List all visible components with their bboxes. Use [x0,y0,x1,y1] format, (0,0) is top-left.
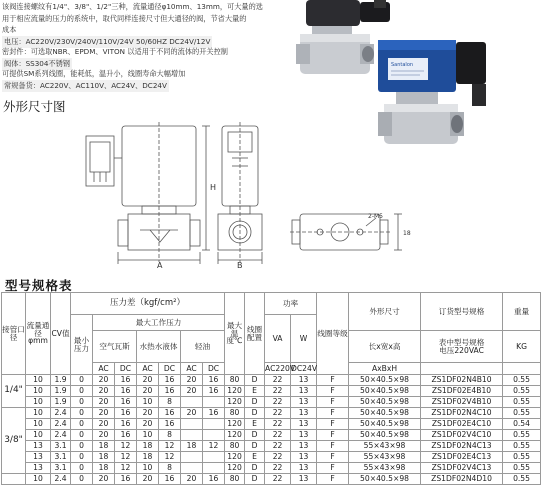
header-dc-v: DC24V [291,363,318,373]
cell-water-ac: 18 [137,441,159,452]
table-row [2,441,541,452]
cell-min-pressure: 0 [71,397,93,408]
cell-dims: 50×40.5×98 [349,397,421,408]
cell-oil-ac [181,463,203,474]
cell-flow: 13 [26,452,51,463]
cell-coil-grade: F [317,419,349,430]
dim-label-depth: 18 [403,230,411,237]
cell-air-ac: 20 [93,408,115,419]
cell-oil-dc: 16 [203,375,225,386]
intro-line: 阀体：SS304不锈钢 [4,59,70,68]
cell-order-model: ZS1DF02V4B10 [421,397,503,408]
cell-dims: 50×40.5×98 [349,419,421,430]
cell-order-model: ZS1DF02V4C10 [421,430,503,441]
cell-min-pressure: 0 [71,452,93,463]
cell-cv: 2.4 [51,430,71,441]
cell-order-model: ZS1DF02N4B10 [421,375,503,386]
table-row [2,397,541,408]
cell-max-temp: 120 [225,386,245,397]
table-row [2,386,541,397]
cell-water-dc: 8 [159,430,181,441]
cell-air-ac: 20 [93,430,115,441]
cell-flow: 10 [26,375,51,386]
cell-water-dc: 16 [159,408,181,419]
cell-flow: 10 [26,474,51,485]
header-weight-unit: KG [503,331,541,363]
table-row [2,474,541,485]
header-dc: DC [115,363,137,375]
dimension-drawing [0,118,500,268]
cell-weight: 0.55 [503,441,541,452]
header-coil-config: 线圈配置 [245,293,265,375]
cell-max-temp: 120 [225,397,245,408]
header-pressure: 压力差（kgf/cm²） [71,293,225,315]
header-air: 空气瓦斯 [93,331,137,363]
cell-max-temp: 120 [225,419,245,430]
cell-va: 22 [265,463,291,474]
cell-air-dc: 16 [115,419,137,430]
cell-oil-dc [203,430,225,441]
cell-air-ac: 18 [93,452,115,463]
cell-coil-config: D [245,430,265,441]
cell-water-ac: 10 [137,430,159,441]
header-coil-grade: 线圈等级 [317,293,349,375]
cell-weight: 0.55 [503,397,541,408]
cell-oil-dc [203,397,225,408]
cell-water-dc: 16 [159,386,181,397]
port-size-cell: 1/4" [2,375,26,408]
header-dims-axbxh: AxBxH [349,363,421,375]
cell-water-ac: 20 [137,474,159,485]
header-order-sub [421,331,503,363]
header-max-temp: 最大温度℃ [225,293,245,375]
header-port: 接管口径 [2,293,26,375]
cell-coil-config: E [245,419,265,430]
cell-air-dc: 12 [115,441,137,452]
cell-flow: 10 [26,397,51,408]
cell-flow: 10 [26,408,51,419]
cell-water-dc: 12 [159,452,181,463]
cell-coil-grade: F [317,408,349,419]
header-va: VA [265,315,291,363]
cell-air-ac: 18 [93,441,115,452]
header-max-pressure: 最大工作压力 [93,315,225,331]
cell-weight: 0.55 [503,463,541,474]
cell-water-dc: 8 [159,397,181,408]
cell-va: 22 [265,397,291,408]
cell-dims: 50×40.5×98 [349,408,421,419]
header-dims-lwh: 长x宽x高 [349,331,421,363]
cell-cv: 1.9 [51,386,71,397]
header-power: 功率 [265,293,317,315]
cell-water-ac: 10 [137,397,159,408]
model-spec-table [1,292,541,485]
cell-coil-config: D [245,408,265,419]
cell-air-dc: 16 [115,386,137,397]
cell-min-pressure: 0 [71,375,93,386]
cell-air-ac: 20 [93,474,115,485]
cell-coil-grade: F [317,375,349,386]
cell-oil-dc: 16 [203,386,225,397]
cell-w: 13 [291,386,317,397]
valve-photo-back [296,0,390,74]
cell-w: 13 [291,408,317,419]
cell-va: 22 [265,430,291,441]
intro-line: 用于相应流量的压力的系统中，取代同样连接尺寸但大通径的阀，节省大量的 [2,14,247,23]
cell-flow: 13 [26,463,51,474]
cell-order-model: ZS1DF02N4C13 [421,441,503,452]
dim-label-b: B [237,261,243,270]
cell-water-dc: 16 [159,419,181,430]
cell-air-dc: 16 [115,397,137,408]
cell-order-model: ZS1DF02V4C13 [421,463,503,474]
table-row [2,430,541,441]
cell-oil-dc [203,452,225,463]
header-cv: CV值 [51,293,71,375]
cell-min-pressure: 0 [71,430,93,441]
intro-line: 常规备货：AC220V、AC110V、AC24V、DC24V [4,81,167,90]
cell-oil-dc: 16 [203,408,225,419]
cell-order-model: ZS1DF02E4C10 [421,419,503,430]
section-title-dimensions: 外形尺寸图 [3,99,66,114]
bottom-view [290,214,402,250]
table-row [2,408,541,419]
cell-coil-grade: F [317,430,349,441]
cell-air-dc: 16 [115,430,137,441]
cell-min-pressure: 0 [71,386,93,397]
cell-coil-grade: F [317,452,349,463]
cell-va: 22 [265,474,291,485]
dim-label-thread: 2-M5 [368,213,383,220]
header-flow: 流量通径φmm [26,293,51,375]
cell-max-temp: 80 [225,441,245,452]
header-ac-v: AC220V [265,363,296,373]
header-order-blank [421,363,503,375]
cell-cv: 2.4 [51,408,71,419]
cell-cv: 2.4 [51,419,71,430]
cell-oil-dc: 12 [203,441,225,452]
cell-w: 13 [291,441,317,452]
cell-oil-ac: 20 [181,386,203,397]
cell-oil-ac [181,430,203,441]
cell-oil-dc [203,463,225,474]
cell-coil-config: D [245,375,265,386]
cell-min-pressure: 0 [71,441,93,452]
cell-dims: 50×40.5×98 [349,375,421,386]
intro-line: 该阀连接螺纹有1/4"、3/8"、1/2"三种，流量通径φ10mm、13mm，可大量的选 [2,2,263,11]
cell-coil-config: E [245,386,265,397]
cell-cv: 3.1 [51,441,71,452]
cell-air-dc: 12 [115,452,137,463]
header-dc: DC [159,363,181,375]
cell-va: 22 [265,419,291,430]
header-oil: 轻油 [181,331,225,363]
cell-water-dc: 8 [159,463,181,474]
cell-coil-grade: F [317,463,349,474]
cell-coil-grade: F [317,441,349,452]
cell-weight: 0.55 [503,430,541,441]
cell-coil-config: D [245,463,265,474]
table-row [2,452,541,463]
cell-weight: 0.55 [503,452,541,463]
cell-dims: 50×40.5×98 [349,474,421,485]
product-label: Santalon [391,62,414,68]
cell-coil-grade: F [317,386,349,397]
header-order-sub1: 表中型号规格 [438,337,485,347]
section-title-models: 型号规格表 [5,278,73,293]
header-dc: DC [203,363,225,375]
cell-water-ac: 20 [137,386,159,397]
cell-oil-ac [181,419,203,430]
cell-dims: 55×43×98 [349,452,421,463]
cell-oil-ac [181,397,203,408]
header-ac: AC [137,363,159,375]
intro-line: 成本 [2,25,17,34]
header-order-sub2: 电压220VAC [439,345,484,355]
cell-flow: 10 [26,386,51,397]
cell-va: 22 [265,408,291,419]
cell-coil-grade: F [317,397,349,408]
cell-dims: 50×40.5×98 [349,430,421,441]
cell-air-ac: 20 [93,397,115,408]
dim-label-h: H [210,183,217,192]
header-w: W [291,315,317,363]
cell-w: 13 [291,397,317,408]
side-view [218,122,262,264]
cell-min-pressure: 0 [71,474,93,485]
cell-coil-config: E [245,452,265,463]
spec-table-body [2,375,541,485]
cell-max-temp: 120 [225,452,245,463]
cell-va: 22 [265,452,291,463]
cell-weight: 0.55 [503,386,541,397]
cell-air-dc: 16 [115,375,137,386]
header-dims: 外形尺寸 [349,293,421,331]
cell-max-temp: 120 [225,430,245,441]
cell-min-pressure: 0 [71,408,93,419]
cell-water-dc: 12 [159,441,181,452]
cell-oil-ac: 20 [181,474,203,485]
cell-max-temp: 80 [225,474,245,485]
cell-water-ac: 20 [137,375,159,386]
cell-coil-config: D [245,397,265,408]
intro-line: 密封件：可选取NBR、EPDM、VITON 以适用于不同的流体的开关控制 [2,47,228,56]
table-row [2,463,541,474]
front-view [86,122,210,264]
table-row [2,375,541,386]
header-min-pressure: 最小压力 [71,315,93,375]
cell-air-dc: 16 [115,474,137,485]
header-weight-blank [503,363,541,375]
cell-oil-ac: 20 [181,408,203,419]
cell-cv: 2.4 [51,474,71,485]
cell-oil-dc: 16 [203,474,225,485]
cell-water-ac: 10 [137,463,159,474]
cell-air-dc: 12 [115,463,137,474]
cell-order-model: ZS1DF02E4C13 [421,452,503,463]
cell-order-model: ZS1DF02E4B10 [421,386,503,397]
header-ac: AC [93,363,115,375]
cell-flow: 13 [26,441,51,452]
cell-min-pressure: 0 [71,463,93,474]
cell-cv: 3.1 [51,463,71,474]
cell-w: 13 [291,452,317,463]
cell-order-model: ZS1DF02N4C10 [421,408,503,419]
cell-va: 22 [265,441,291,452]
cell-water-ac: 18 [137,452,159,463]
cell-air-ac: 18 [93,463,115,474]
cell-coil-config: D [245,441,265,452]
cell-coil-grade: F [317,474,349,485]
cell-dims: 55×43×98 [349,441,421,452]
cell-dims: 55×43×98 [349,463,421,474]
cell-water-ac: 20 [137,408,159,419]
cell-min-pressure: 0 [71,419,93,430]
header-order: 订货型号规格 [421,293,503,331]
cell-cv: 1.9 [51,375,71,386]
intro-line: 可提供SM系列线圈，能耗低，温升小，线圈寿命大幅增加 [2,69,186,78]
cell-air-dc: 16 [115,408,137,419]
cell-air-ac: 20 [93,419,115,430]
cell-w: 13 [291,430,317,441]
cell-flow: 10 [26,430,51,441]
cell-w: 13 [291,375,317,386]
cell-va: 22 [265,386,291,397]
cell-water-dc: 16 [159,474,181,485]
header-water: 水热水液体 [137,331,181,363]
cell-max-temp: 120 [225,463,245,474]
table-row [2,419,541,430]
cell-w: 13 [291,474,317,485]
port-size-cell: 3/8" [2,408,26,474]
cell-weight: 0.55 [503,375,541,386]
cell-water-dc: 16 [159,375,181,386]
cell-oil-ac: 18 [181,441,203,452]
cell-order-model: ZS1DF02N4D10 [421,474,503,485]
cell-oil-dc [203,419,225,430]
dim-label-a: A [157,261,163,270]
cell-va: 22 [265,375,291,386]
port-size-cell [2,474,26,485]
cell-weight: 0.54 [503,419,541,430]
cell-dims: 50×40.5×98 [349,386,421,397]
cell-water-ac: 20 [137,419,159,430]
cell-w: 13 [291,463,317,474]
cell-flow: 10 [26,419,51,430]
cell-weight: 0.55 [503,474,541,485]
header-weight: 重量 [503,293,541,331]
cell-w: 13 [291,419,317,430]
cell-air-ac: 20 [93,375,115,386]
intro-line: 电压：AC220V/230V/240V/110V/24V 50/60HZ DC24V/12V [4,37,211,46]
cell-max-temp: 80 [225,408,245,419]
header-ac: AC [181,363,203,375]
cell-cv: 1.9 [51,397,71,408]
cell-weight: 0.55 [503,408,541,419]
cell-max-temp: 80 [225,375,245,386]
cell-oil-ac [181,452,203,463]
cell-coil-config: D [245,474,265,485]
cell-cv: 3.1 [51,452,71,463]
cell-air-ac: 20 [93,386,115,397]
cell-oil-ac: 20 [181,375,203,386]
